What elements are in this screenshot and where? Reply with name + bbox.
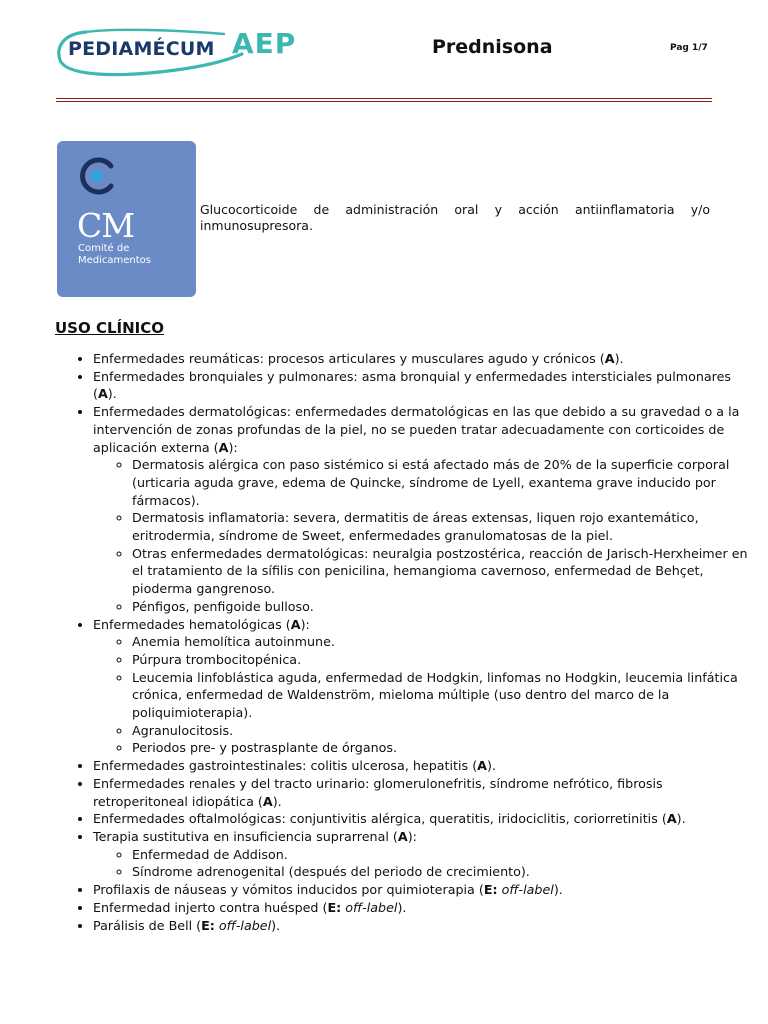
evidence-grade: A (97, 386, 108, 402)
logo-text-aep: AEP (232, 27, 297, 60)
uso-clinico-list (56, 350, 753, 934)
sub-list-item: ◦ Periodos pre- y postrasplante de órganos. (132, 739, 753, 757)
evidence-grade: A (218, 439, 229, 455)
list-item-text-end: ): (300, 616, 310, 632)
list-item (93, 350, 753, 368)
off-label-tag: off-label (345, 899, 398, 915)
list-item-text: Terapia sustitutiva en insuficiencia suprarrenal ( (93, 828, 398, 844)
section-title-uso-clinico: USO CLÍNICO (55, 319, 164, 337)
sub-list-item: ◦ Púrpura trombocitopénica. (132, 651, 753, 669)
list-item (93, 917, 753, 935)
evidence-grade: E: (327, 899, 342, 915)
list-item (93, 899, 753, 917)
cm-letters: CM (77, 206, 135, 245)
list-item-text-end: ). (614, 351, 624, 366)
sub-list-item: ◦ Agranulocitosis. (132, 722, 753, 740)
list-item-text: Parálisis de Bell ( (93, 917, 202, 933)
list-item-text: Enfermedades renales y del tracto urinario: glomerulonefritis, síndrome nefrótico, fibrosis retroperitoneal idiopática ( (93, 775, 663, 809)
list-item-text-end: ). (486, 758, 496, 774)
pediamecum-logo[interactable] (56, 26, 306, 80)
list-item (93, 828, 753, 881)
list-item-text: Enfermedades bronquiales y pulmonares: asma bronquial y enfermedades intersticiales pulmonares ( (93, 368, 732, 402)
evidence-grade: A (262, 793, 273, 809)
list-item-text-end: ). (271, 917, 281, 933)
list-item-text-end: ). (272, 793, 282, 809)
list-item-text-end: ): (228, 439, 238, 455)
list-item (93, 810, 753, 828)
evidence-grade: E: (201, 917, 215, 933)
sub-list-item: ◦ Anemia hemolítica autoinmune. (132, 633, 753, 651)
logo-text-pediamecum: PEDIAMÉCUM (68, 38, 215, 60)
evidence-grade: E: (483, 882, 498, 898)
evidence-grade: A (397, 828, 408, 844)
page-number: Pag 1/7 (670, 43, 708, 53)
document-title: Prednisona (432, 36, 553, 58)
evidence-grade: A (666, 811, 677, 827)
evidence-grade: A (604, 351, 615, 366)
list-item-text: Enfermedades reumáticas: procesos articulares y musculares agudo y crónicos ( (93, 351, 605, 366)
sub-list (93, 846, 753, 881)
list-item-text: Profilaxis de náuseas y vómitos inducidos por quimioterapia ( (93, 882, 484, 898)
list-item (93, 757, 753, 775)
list-item-text: Enfermedades hematológicas ( (93, 616, 291, 632)
intro-paragraph: Glucocorticoide de administración oral y acción antiinflamatoria y/o inmunosupresora. (200, 202, 710, 233)
list-item-text: Enfermedades gastrointestinales: colitis ulcerosa, hepatitis ( (93, 758, 478, 774)
list-item (93, 881, 753, 899)
list-item-text-end: ). (107, 386, 117, 402)
sub-list-item: ◦ Síndrome adrenogenital (después del periodo de crecimiento). (132, 863, 753, 881)
sub-list-item: ◦ Leucemia linfoblástica aguda, enfermedad de Hodgkin, linfomas no Hodgkin, leucemia linfática crónica, enfermedad de Waldenström, mieloma múltiple (uso dentro del marco de la poliquimioterapia). (132, 669, 753, 722)
sub-list-item: ◦ Dermatosis inflamatoria: severa, dermatitis de áreas extensas, liquen rojo exantemático, eritrodermia, síndrome de Sweet, enfermedades granulomatosas de la piel. (132, 509, 753, 544)
evidence-grade: A (477, 758, 487, 774)
list-item-text-end: ). (553, 882, 563, 898)
cm-subtitle (78, 243, 151, 267)
cm-subtitle-line1: Comité de (78, 243, 130, 254)
header-rule-top (56, 98, 712, 99)
cm-subtitle-line2: Medicamentos (78, 255, 152, 266)
sub-list-item: ◦ Enfermedad de Addison. (132, 846, 753, 864)
list-item (93, 368, 753, 403)
comite-medicamentos-badge (57, 141, 196, 297)
list-item-text: Enfermedad injerto contra huésped ( (93, 899, 328, 915)
list-item (93, 403, 753, 615)
list-item-text-end: ). (397, 899, 407, 915)
list-item-text: Enfermedades oftalmológicas: conjuntivitis alérgica, queratitis, iridociclitis, coriorretinitis ( (93, 811, 667, 827)
cm-circle-icon (75, 154, 119, 198)
list-item-text: Enfermedades dermatológicas: enfermedades dermatológicas en las que debido a su gravedad o a la intervención de zonas profundas de la piel, no se pueden tratar adecuadamente con corticoides de aplicación externa ( (93, 404, 740, 455)
off-label-tag: off-label (501, 882, 554, 898)
off-label-tag: off-label (218, 917, 272, 933)
header-rule-bottom (56, 101, 712, 102)
sub-list (93, 456, 753, 615)
evidence-grade: A (290, 616, 301, 632)
sub-list (93, 633, 753, 757)
sub-list-item: ◦ Otras enfermedades dermatológicas: neuralgia postzostérica, reacción de Jarisch-Herxheimer en el tratamiento de la sífilis con penicilina, hemangioma cavernoso, enfermedad de Behçet, pioderma gangrenoso. (132, 545, 753, 598)
list-item (93, 775, 753, 810)
sub-list-item: ◦ Pénfigos, penfigoide bulloso. (132, 598, 753, 616)
list-item-text-end: ). (676, 811, 686, 827)
list-item (93, 616, 753, 758)
sub-list-item: ◦ Dermatosis alérgica con paso sistémico si está afectado más de 20% de la superficie corporal (urticaria aguda grave, edema de Quincke, síndrome de Lyell, exantema grave inducido por fármacos). (132, 456, 753, 509)
list-item-text-end: ): (407, 828, 417, 844)
